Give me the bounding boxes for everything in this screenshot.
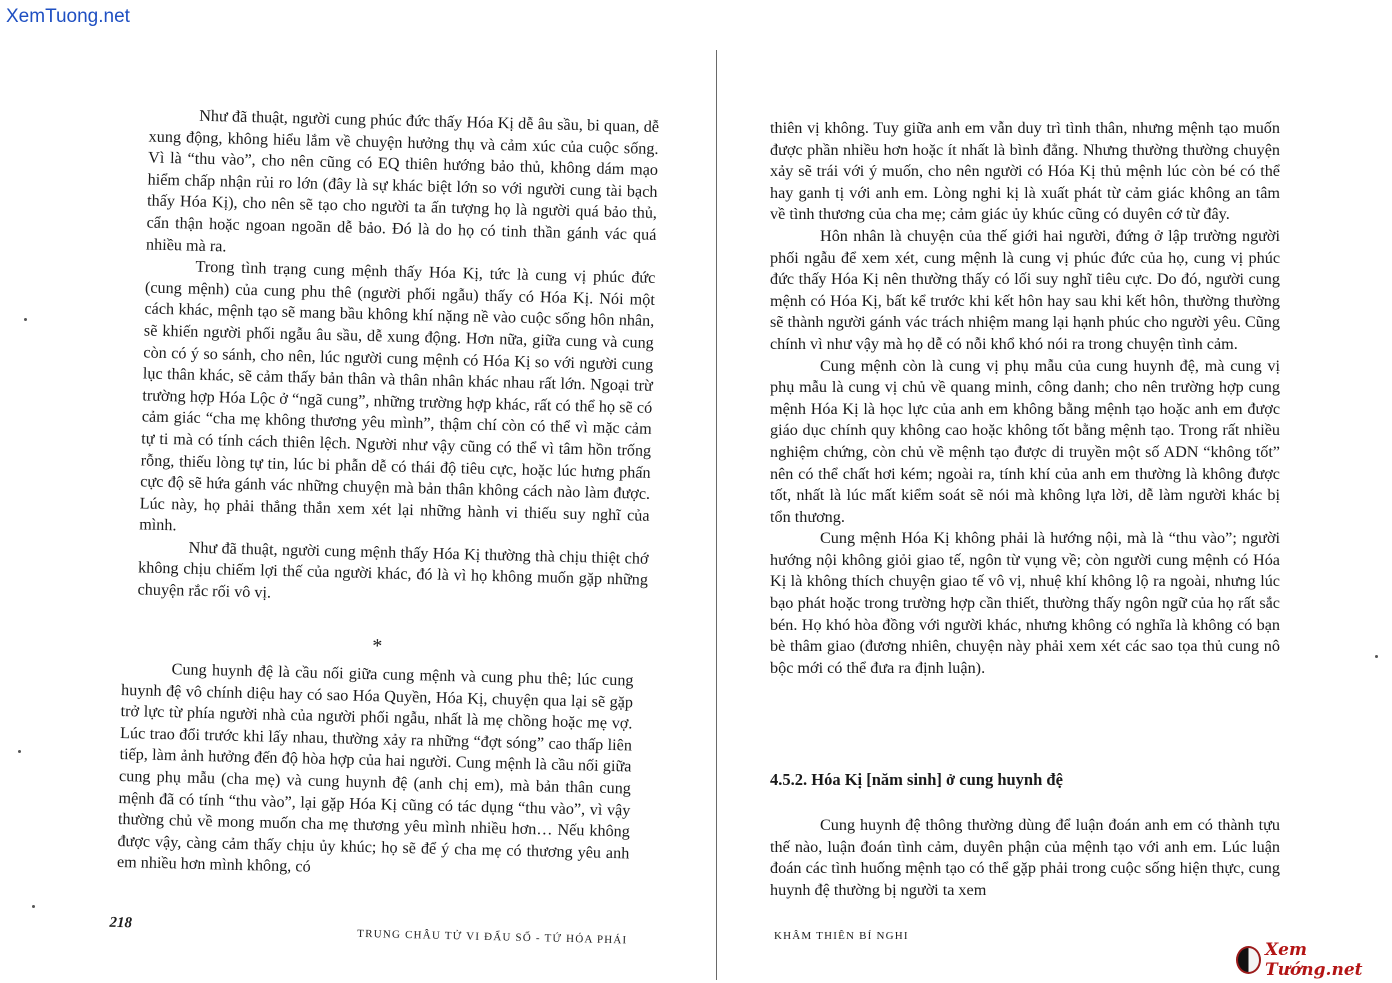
yin-yang-icon bbox=[1236, 946, 1261, 974]
right-page-body-top bbox=[770, 118, 1280, 679]
section-separator: * bbox=[372, 635, 383, 658]
paragraph: Hôn nhân là chuyện của thế giới hai người, đứng ở lập trường người phối ngẫu để xem xét, cung mệnh là cung vị phúc đức của họ, cung vị phúc đức thấy Hóa Kị nên thường thấy có lối suy nghĩ tiêu cực. Do đó, người cung mệnh có Hóa Kị, bất kể trước khi kết hôn hay sau khi kết hôn, thường thường sẽ thành người gánh vác trách nhiệm mang lại hạnh phúc cho người yêu. Cũng chính vì như vậy mà họ dễ có nỗi khổ khó nói ra trong chuyện tình cảm. bbox=[770, 226, 1280, 353]
scan-speck bbox=[32, 905, 35, 908]
left-page-body-top bbox=[137, 105, 659, 614]
scan-speck bbox=[1375, 655, 1378, 658]
paragraph: Như đã thuật, người cung phúc đức thấy Hóa Kị dễ âu sầu, bi quan, dễ xung động, không hiểu lắm về chuyện hưởng thụ và cảm xúc của cuộc sống. Vì là “thu vào”, cho nên cũng có EQ thiên hướng bảo thủ, không dám mạo hiểm chấp nhận rủi ro lớn (đây là sự khác biệt lớn so với người cung tài bạch thấy Hóa Kị), cho nên sẽ tạo cho người ta ấn tượng họ là người quá bảo thủ, cẩn thận hoặc ngoan ngoãn dễ bảo. Đó là do họ có tinh thần gánh vác quá nhiều mà ra. bbox=[145, 106, 660, 255]
running-title: TRUNG CHÂU TỬ VI ĐẨU SỐ - TỨ HÓA PHÁI bbox=[357, 927, 628, 947]
paragraph: Cung mệnh còn là cung vị phụ mẫu của cung huynh đệ, mà cung vị phụ mẫu là cung vị chủ về quang minh, công danh; cho nên trường hợp cung mệnh Hóa Kị là học lực của anh em không bằng mệnh tạo hoặc anh em được giáo dục chính quy không cao hoặc không tốt bằng mệnh tạo. Trong rất nhiều nghiệm chứng, còn chủ về mệnh tạo được di truyền một số ADN “không tốt” nên có thể chất hơi kém; ngoài ra, tính khí của anh em thường là không được tốt, nhất là lúc mất kiểm soát sẽ nói mà không lựa lời, dễ làm người khác bị tổn thương. bbox=[770, 356, 1280, 526]
page-number: 218 bbox=[109, 914, 133, 932]
paragraph: Trong tình trạng cung mệnh thấy Hóa Kị, tức là cung vị phúc đức (cung mệnh) của cung phu thê (người phối ngẫu) thấy có Hóa Kị. Nói một cách khác, mệnh tạo sẽ mang bầu không khí nặng nề vào cuộc sống hôn nhân, sẽ khiến người phối ngẫu âu sầu, dễ xung động. Hơn nữa, giữa cung và cung còn có ý so sánh, cho nên, lúc người cung mệnh có Hóa Kị so với người cung lục thân khác, sẽ cảm thấy bản thân và thân nhân khác nhau rất lớn. Ngoại trừ trường hợp Hóa Lộc ở “ngã cung”, những trường hợp khác, rất có thể họ sẽ có cảm giác “cha mẹ không thương yêu mình”, thậm chí còn có thể vì mặc cảm tự ti mà có tính cách thiên lệch. Người như vậy cũng có thể vì tâm hồn trống rỗng, thiếu lòng tự tin, lúc bi phẫn dễ có thái độ tiêu cực, hoặc lúc hưng phấn cực độ sẽ hứa gánh vác những chuyện mà bản thân không cách nào làm được. Lúc này, họ phải thẳng thắn xem xét lại những hành vi thiếu suy nghĩ của mình. bbox=[138, 257, 656, 535]
right-page-body-bottom bbox=[770, 815, 1280, 901]
site-watermark[interactable]: XemTuong.net bbox=[6, 6, 130, 27]
running-title: KHÂM THIÊN BÍ NGHI bbox=[774, 930, 909, 942]
site-logo[interactable] bbox=[1236, 940, 1392, 980]
paragraph: Cung mệnh Hóa Kị không phải là hướng nội, mà là “thu vào”; người hướng nội không giỏi giao tế, ngôn từ vụng về; còn người cung mệnh có Hóa Kị là không thích chuyện giao tế vô vị, nhuệ khí không lộ ra ngoài, nhưng lúc bạo phát hoặc trong trường hợp cần thiết, thường thấy ngôn ngữ của họ rất sắc bén. Họ khó hòa đồng với người khác, nhưng không có nghĩa là không có bạn bè thâm giao (đương nhiên, chuyện này phải xem xét các sao tọa thủ cung nô bộc mới có thể đưa ra định luận). bbox=[770, 529, 1280, 677]
logo-text: Xem Tướng.net bbox=[1264, 940, 1363, 980]
paragraph: Cung huynh đệ là cầu nối giữa cung mệnh và cung phu thê; lúc cung huynh đệ vô chính diệu hay có sao Hóa Quyền, Hóa Kị, chuyện qua lại sẽ gặp trở lực từ phía người nhà của người phối ngẫu, nhất là mẹ chồng hoặc mẹ vợ. Lúc trao đổi trước khi lấy nhau, thường xảy ra những “đợt sóng” cao thấp liên tiếp, làm ảnh hưởng đến độ hòa hợp của hai người. Cung mệnh là cầu nối giữa cung phụ mẫu (cha mẹ) và cung huynh đệ (anh chị em), mà bản thân cung mệnh đã có tính “thu vào”, lại gặp Hóa Kị cũng có tác dụng “thu vào”, vì vậy thường chủ về mong muốn cha mẹ thương yêu mình nhiều hơn… Nếu không được vậy, càng cảm thấy chịu ủy khúc; họ sẽ để ý cha mẹ có thương yêu anh em nhiều hơn mình không, có bbox=[116, 660, 634, 877]
left-page-body-bottom bbox=[117, 658, 634, 886]
scan-speck bbox=[24, 318, 27, 321]
book-gutter bbox=[716, 50, 717, 980]
paragraph: Như đã thuật, người cung mệnh thấy Hóa Kị thường thà chịu thiệt chớ không chịu chiếm lợi thế của người khác, đó là vì họ không muốn gặp những chuyện rắc rối vô vị. bbox=[137, 538, 649, 602]
paragraph: thiên vị không. Tuy giữa anh em vẫn duy trì tình thân, nhưng mệnh tạo muốn được phần nhiều hơn hoặc ít nhất là bình đẳng. Nhưng thường thường chuyện xảy sẽ trái với ý muốn, cho nên người có Hóa Kị thủ mệnh lúc còn bé có thể hay ganh tị với anh em. Lòng nghi kị là xuất phát từ cảm giác không an tâm về tình thương của cha mẹ; cảm giác ủy khúc cũng có duyên cớ từ đây. bbox=[770, 119, 1280, 224]
left-page bbox=[109, 0, 660, 947]
scan-speck bbox=[18, 750, 21, 753]
section-heading: 4.5.2. Hóa Kị [năm sinh] ở cung huynh đệ bbox=[770, 770, 1063, 789]
paragraph: Cung huynh đệ thông thường dùng để luận đoán anh em có thành tựu thế nào, luận đoán tình cảm, duyên phận của mệnh tạo với anh em. Lúc luận đoán các tình huống mệnh tạo có thể gặp phải trong cuộc sống hiện thực, cung huynh đệ thường bị người ta xem bbox=[770, 816, 1280, 899]
